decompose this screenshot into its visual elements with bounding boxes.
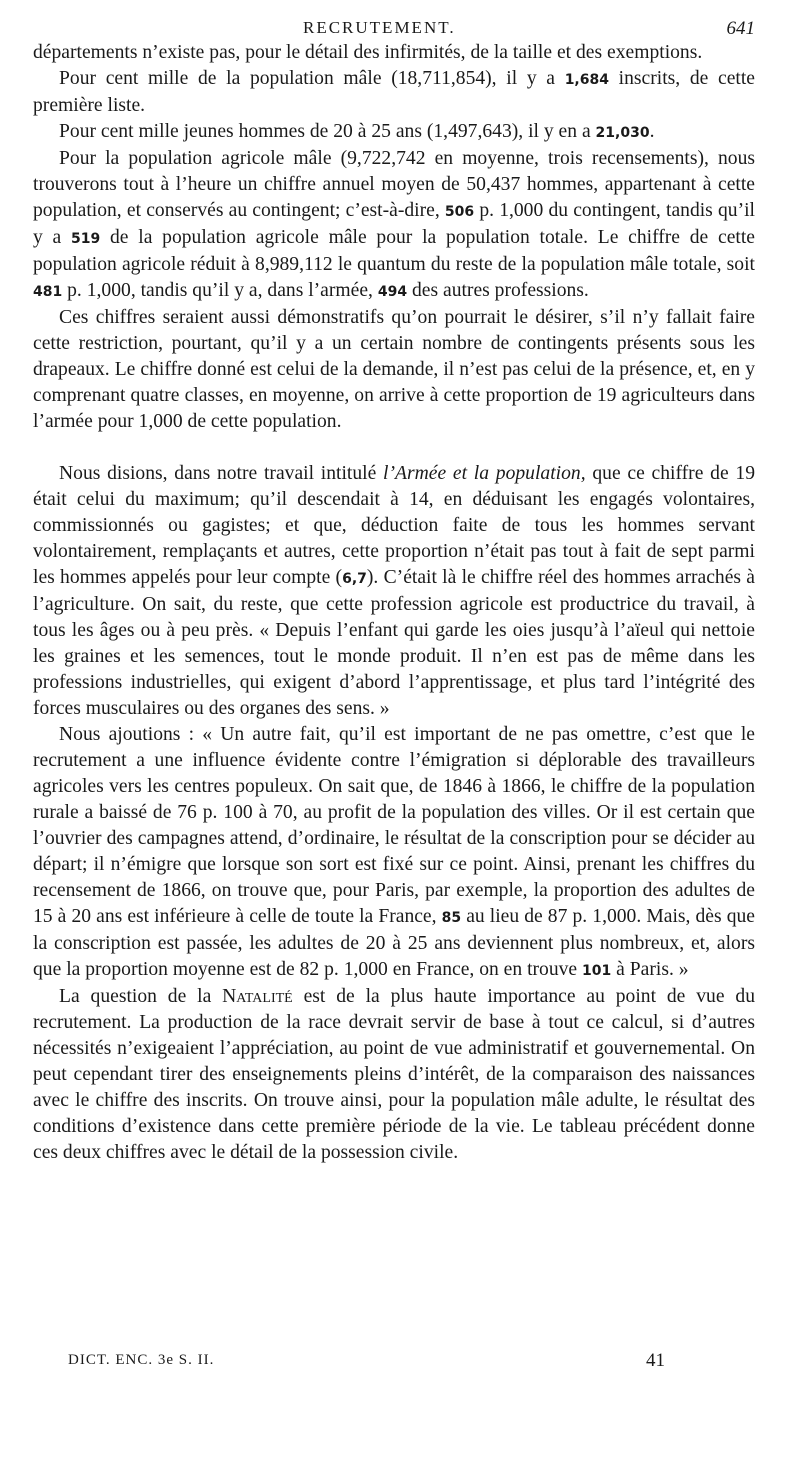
small-caps-term: Natalité (222, 986, 293, 1007)
paragraph-5: Ces chiffres seraient aussi démonstratifs qu’on pourrait le désirer, s’il n’y fallait faire cette restriction, pourtant, qu’il y a un certain nombre de contingents présents sous les drapeaux. Le chiffre donné est celui de la demande, il n’est pas celui de la présence, et, en y comprenant quatre classes, en moyenne, on arrive à cette proportion de 19 agriculteurs dans l’armée pour 1,000 de cette population. (33, 307, 755, 432)
text-run: La question de la (59, 986, 223, 1007)
body-text (33, 40, 755, 1166)
paragraph-2 (33, 66, 755, 119)
bold-figure: 6,7 (342, 571, 367, 587)
text-run: Pour cent mille jeunes hommes de 20 à 25 ans (1,497,643), il y en a (59, 121, 596, 142)
running-head (33, 0, 755, 40)
text-run: Nous disions, dans notre travail intitulé (59, 463, 384, 484)
printer-signature: DICT. ENC. 3e S. II. (68, 1352, 215, 1368)
text-run: Pour la population agricole mâle (9,722,742 en moyenne, trois recensements), nous trouverons tout à l’heure un chiffre annuel moyen de 50,437 hommes, appartenant à cette population, et conservés au contingent; c’est-à-dire, (33, 148, 755, 221)
sheet-number: 41 (646, 1350, 665, 1371)
paragraph-1: départements n’existe pas, pour le détail des infirmités, de la taille et des exemptions. (33, 42, 703, 63)
paragraph-8 (33, 984, 755, 1166)
text-run: Pour cent mille de la population mâle (18,711,854), il y a (59, 68, 565, 89)
bold-figure: 1,684 (564, 72, 609, 88)
book-title: l’Armée et la population, (383, 463, 586, 484)
bold-figure: 494 (377, 284, 408, 300)
bold-figure: 85 (441, 910, 462, 926)
text-run: p. 1,000 du contingent, tandis qu’il y a (33, 200, 755, 248)
text-run: à Paris. » (611, 959, 689, 980)
bold-figure: 21,030 (595, 125, 650, 141)
paragraph-4 (33, 146, 755, 305)
paragraph-6 (33, 461, 755, 722)
text-run: ). C’était là le chiffre réel des hommes arrachés à l’agriculture. On sait, du reste, que cette profession agricole est productrice du travail, à tous les âges ou à peu près. « Depuis l’enfant qui garde les oies jusqu’à l’aïeul qui nettoie les graines et les semences, tout le monde produit. Il n’en est pas de même dans les professions industrielles, qui exigent d’abord l’apprentissage, et plus tard l’intégrité des forces musculaires ou des organes des sens. » (33, 567, 756, 719)
bold-figure: 101 (582, 963, 612, 979)
bold-figure: 519 (71, 231, 101, 247)
running-title: RECRUTEMENT. (303, 18, 456, 37)
text-run: au lieu de 87 p. 1,000. Mais, dès que la conscription est passée, les adultes de 20 à 25 ans deviennent plus nombreux, et, alors que la proportion moyenne est de 82 p. 1,000 en France, on en trouve (33, 906, 755, 980)
text-run: de la population agricole mâle pour la population totale. Le chiffre de cette population agricole réduit à 8,989,112 le quantum du reste de la population mâle totale, soit (33, 227, 755, 275)
text-run: est de la plus haute importance au point de vue du recrutement. La production de la race devrait servir de base à tout ce calcul, si d’autres nécessités n’exigeaient l’appréciation, au point de vue administratif et gouvernemental. On peut cependant tirer des enseignements pleins d’intérêt, de la comparaison des naissances avec le chiffre des inscrits. On trouve ainsi, pour la population mâle adulte, le résultat des conditions d’existence dans cette première période de la vie. Le tableau précédent donne ces deux chiffres avec le détail de la possession civile. (33, 986, 755, 1163)
text-run: des autres professions. (407, 280, 589, 301)
page-number: 641 (726, 18, 755, 39)
bold-figure: 506 (444, 204, 475, 220)
text-run: Nous ajoutions : « Un autre fait, qu’il est important de ne pas omettre, c’est que le recrutement a une influence évidente contre l’émigration si déplorable des travailleurs agricoles vers les centres populeux. On sait que, de 1846 à 1866, le chiffre de la population rurale a baissé de 76 p. 100 à 70, au profit de la population des villes. Or il est certain que l’ouvrier des campagnes attend, d’ordinaire, le résultat de la conscription pour se décider au départ; il n’émigre que lorsque son sort est fixé sur ce point. Ainsi, prenant les chiffres du recensement de 1866, on trouve que, pour Paris, par exemple, la proportion des adultes de 15 à 20 ans est inférieure à celle de toute la France, (33, 724, 755, 927)
page (33, 0, 755, 1166)
text-run: que ce chiffre de 19 était celui du maximum; qu’il descendait à 14, en déduisant les engagés volontaires, commissionnés ou gagistes; et que, déduction faite de tous les hommes servant volontairement, remplaçants et autres, cette proportion n’était pas tout à fait de sept parmi les hommes appelés pour leur compte ( (33, 463, 755, 588)
text-run: p. 1,000, tandis qu’il y a, dans l’armée, (62, 280, 378, 301)
paragraph-3 (33, 119, 755, 146)
bold-figure: 481 (33, 284, 63, 300)
paragraph-7 (33, 722, 755, 984)
text-run: . (649, 121, 655, 142)
text-run: inscrits, de cette première liste. (33, 68, 755, 116)
